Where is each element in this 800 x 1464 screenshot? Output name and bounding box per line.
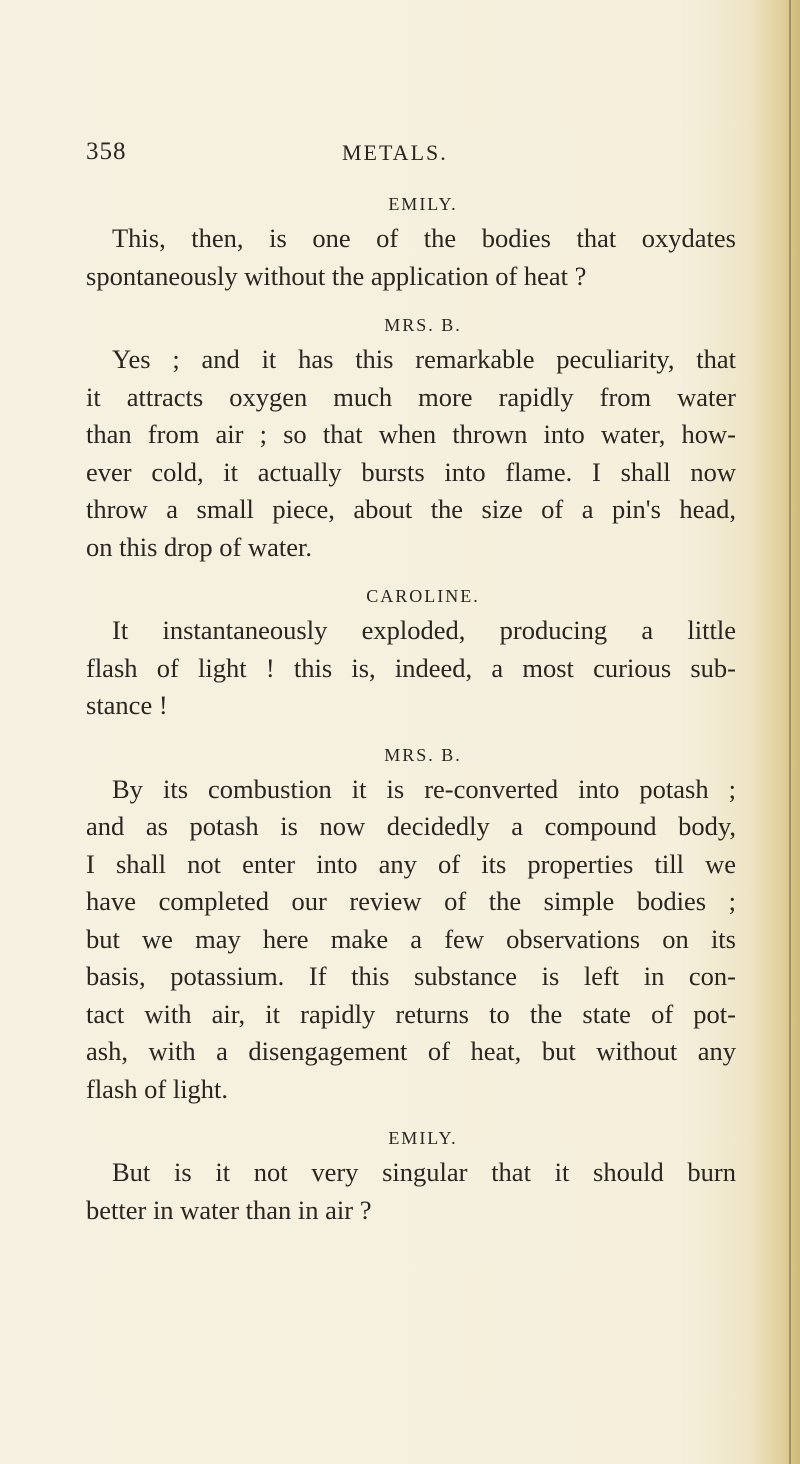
text-line: This, then, is one of the bodies that oxydates xyxy=(112,223,736,253)
dialogue-text xyxy=(86,188,736,1229)
speech-paragraph xyxy=(86,612,736,725)
speech-paragraph xyxy=(86,771,736,1109)
text-line: By its combustion it is re-converted into potash ; xyxy=(112,773,736,804)
text-line: It instantaneously exploded, producing a little xyxy=(112,615,736,645)
speech-paragraph xyxy=(86,1154,736,1229)
text-line: but we may here make a few observations on its xyxy=(86,923,736,954)
text-line: flash of light. xyxy=(86,1073,229,1104)
speaker-name: MRS. B. xyxy=(384,744,462,765)
text-line: basis, potassium. If this substance is left in con- xyxy=(86,961,736,991)
running-head: METALS. xyxy=(342,140,448,165)
text-line: it attracts oxygen much more rapidly from water xyxy=(86,381,736,412)
text-line: than from air ; so that when thrown into water, how- xyxy=(86,419,736,449)
text-line: throw a small piece, about the size of a pin's head, xyxy=(86,494,736,524)
page-header xyxy=(86,138,736,174)
speaker-name: EMILY. xyxy=(388,1128,458,1148)
text-line: have completed our review of the simple bodies ; xyxy=(86,886,736,916)
text-line: ash, with a disengagement of heat, but without any xyxy=(86,1036,736,1066)
page-number: 358 xyxy=(86,138,127,165)
page-edge-shadow xyxy=(750,0,800,1464)
text-line: on this drop of water. xyxy=(86,531,312,562)
text-line: stance ! xyxy=(86,690,168,720)
speaker-name: CAROLINE. xyxy=(366,586,480,606)
speech-paragraph xyxy=(86,341,736,566)
speaker-name: EMILY. xyxy=(388,194,458,214)
text-line: spontaneously without the application of heat ? xyxy=(86,260,587,291)
text-line: better in water than in air ? xyxy=(86,1194,372,1225)
text-line: tact with air, it rapidly returns to the state of pot- xyxy=(86,998,736,1029)
text-line: Yes ; and it has this remarkable peculiarity, that xyxy=(112,344,736,374)
speech-paragraph xyxy=(86,220,736,295)
text-line: I shall not enter into any of its properties till we xyxy=(86,848,736,879)
text-line: But is it not very singular that it should burn xyxy=(112,1157,736,1187)
text-line: and as potash is now decidedly a compound body, xyxy=(86,811,736,841)
text-line: ever cold, it actually bursts into flame. I shall now xyxy=(86,456,736,487)
page-edge-line xyxy=(789,0,791,1464)
text-line: flash of light ! this is, indeed, a most curious sub- xyxy=(86,652,736,683)
speaker-name: MRS. B. xyxy=(384,315,462,335)
